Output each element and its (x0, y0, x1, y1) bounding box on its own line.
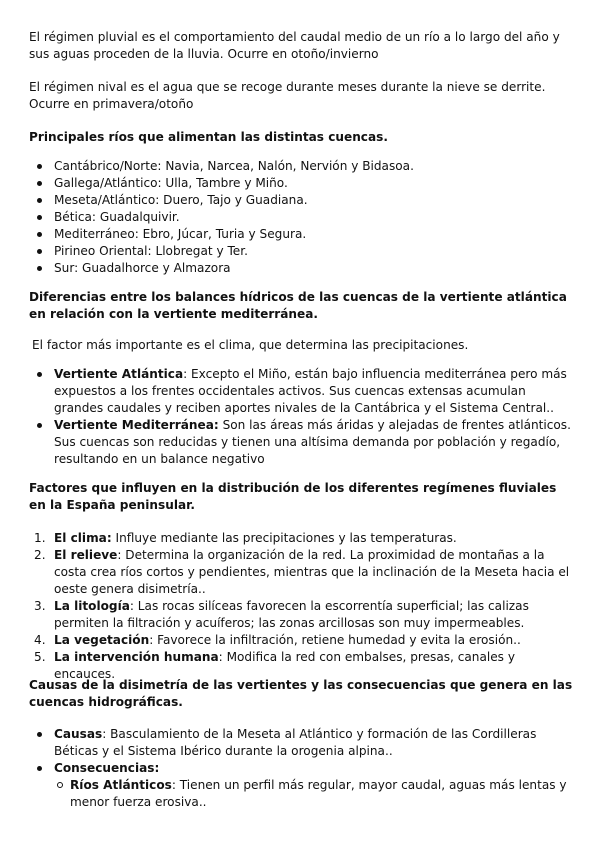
asymmetry-heading-text: Causas de la disimetría de las vertientes y las consecuencias que genera en las cuencas hidrográficas. (29, 678, 573, 709)
list-item-text: Cantábrico/Norte: Navia, Narcea, Nalón, Nervión y Bidasoa. (54, 159, 414, 173)
rios-label: Ríos Atlánticos (70, 778, 172, 792)
list-item-text: : Determina la organización de la red. La proximidad de montañas a la costa crea ríos cortos y pendientes, mientras que la inclinación de la Meseta hacia el oeste genera disimetría.. (54, 548, 570, 596)
causas-text: : Basculamiento de la Meseta al Atlántico y formación de las Cordilleras Béticas y el Sistema Ibérico durante la orogenia alpina.. (54, 727, 537, 758)
factors-heading (29, 480, 574, 514)
list-item-text: : Excepto el Miño, están bajo influencia mediterránea pero más expuestos a los frentes occidentales activos. Sus cuencas extensas acumulan grandes caudales y reciben aportes nivales de la Cantábrica y el Sistema Central.. (54, 367, 567, 415)
list-number: 2. (34, 548, 46, 562)
list-item-text: Bética: Guadalquivir. (54, 210, 180, 224)
nival-paragraph: El régimen nival es el agua que se recoge durante meses durante la nieve se derrite. Ocurre en primavera/otoño (29, 80, 546, 111)
causas-label: Causas (54, 727, 103, 741)
list-item (54, 417, 574, 468)
rivers-heading (29, 129, 574, 146)
list-item (54, 209, 574, 226)
list-item-text: : Modifica la red con embalses, presas, canales y encauces. (54, 650, 515, 681)
list-item (34, 632, 574, 649)
list-item-text: : Favorece la infiltración, retiene humedad y evita la erosión.. (149, 633, 521, 647)
list-item (54, 260, 574, 277)
list-item (54, 726, 574, 760)
list-item (54, 760, 574, 777)
pluvial-paragraph: El régimen pluvial es el comportamiento del caudal medio de un río a lo largo del año y sus aguas proceden de la lluvia. Ocurre en otoño/invierno (29, 30, 560, 61)
list-item-label: El clima: (54, 531, 112, 545)
list-item-label: La intervención humana (54, 650, 219, 664)
rivers-heading-text: Principales ríos que alimentan las distintas cuencas. (29, 130, 388, 144)
list-item-label: La vegetación (54, 633, 150, 647)
list-number: 1. (34, 531, 46, 545)
balances-intro: El factor más importante es el clima, que determina las precipitaciones. (32, 338, 469, 352)
list-item-text: Sur: Guadalhorce y Almazora (54, 261, 231, 275)
balances-heading-text: Diferencias entre los balances hídricos de las cuencas de la vertiente atlántica en relación con la vertiente mediterránea. (29, 290, 567, 321)
list-item (54, 366, 574, 417)
list-item-text: Son las áreas más áridas y alejadas de frentes atlánticos. Sus cuencas son reducidas y tienen una altísima demanda por población y regadío, resultando en un balance negativo (54, 418, 571, 466)
list-item (54, 226, 574, 243)
factors-heading-text: Factores que influyen en la distribución de los diferentes regímenes fluviales en la España peninsular. (29, 481, 557, 512)
list-item-text: Influye mediante las precipitaciones y las temperaturas. (111, 531, 457, 545)
sub-list-item (70, 777, 570, 811)
list-item-text: : Las rocas silíceas favorecen la escorrentía superficial; las calizas permiten la filtración y acuíferos; las zonas arcillosas son muy impermeables. (54, 599, 529, 630)
list-number: 5. (34, 650, 46, 664)
list-item (34, 547, 574, 598)
list-item (54, 158, 574, 175)
list-number: 4. (34, 633, 46, 647)
list-item-text: Mediterráneo: Ebro, Júcar, Turia y Segura. (54, 227, 307, 241)
list-item-label: La litología (54, 599, 130, 613)
balances-heading (29, 289, 574, 323)
list-item-label: Vertiente Atlántica (54, 367, 184, 381)
list-item (34, 530, 574, 547)
rios-text: : Tienen un perfil más regular, mayor caudal, aguas más lentas y menor fuerza erosiva.. (70, 778, 567, 809)
list-item-label: El relieve (54, 548, 118, 562)
list-item-text: Gallega/Atlántico: Ulla, Tambre y Miño. (54, 176, 288, 190)
list-item (54, 192, 574, 209)
list-number: 3. (34, 599, 46, 613)
consecuencias-label: Consecuencias: (54, 761, 160, 775)
asymmetry-heading (29, 677, 574, 711)
list-item (54, 175, 574, 192)
list-item-text: Pirineo Oriental: Llobregat y Ter. (54, 244, 248, 258)
list-item (34, 598, 574, 632)
list-item (54, 243, 574, 260)
list-item-label: Vertiente Mediterránea: (54, 418, 219, 432)
list-item-text: Meseta/Atlántico: Duero, Tajo y Guadiana. (54, 193, 308, 207)
